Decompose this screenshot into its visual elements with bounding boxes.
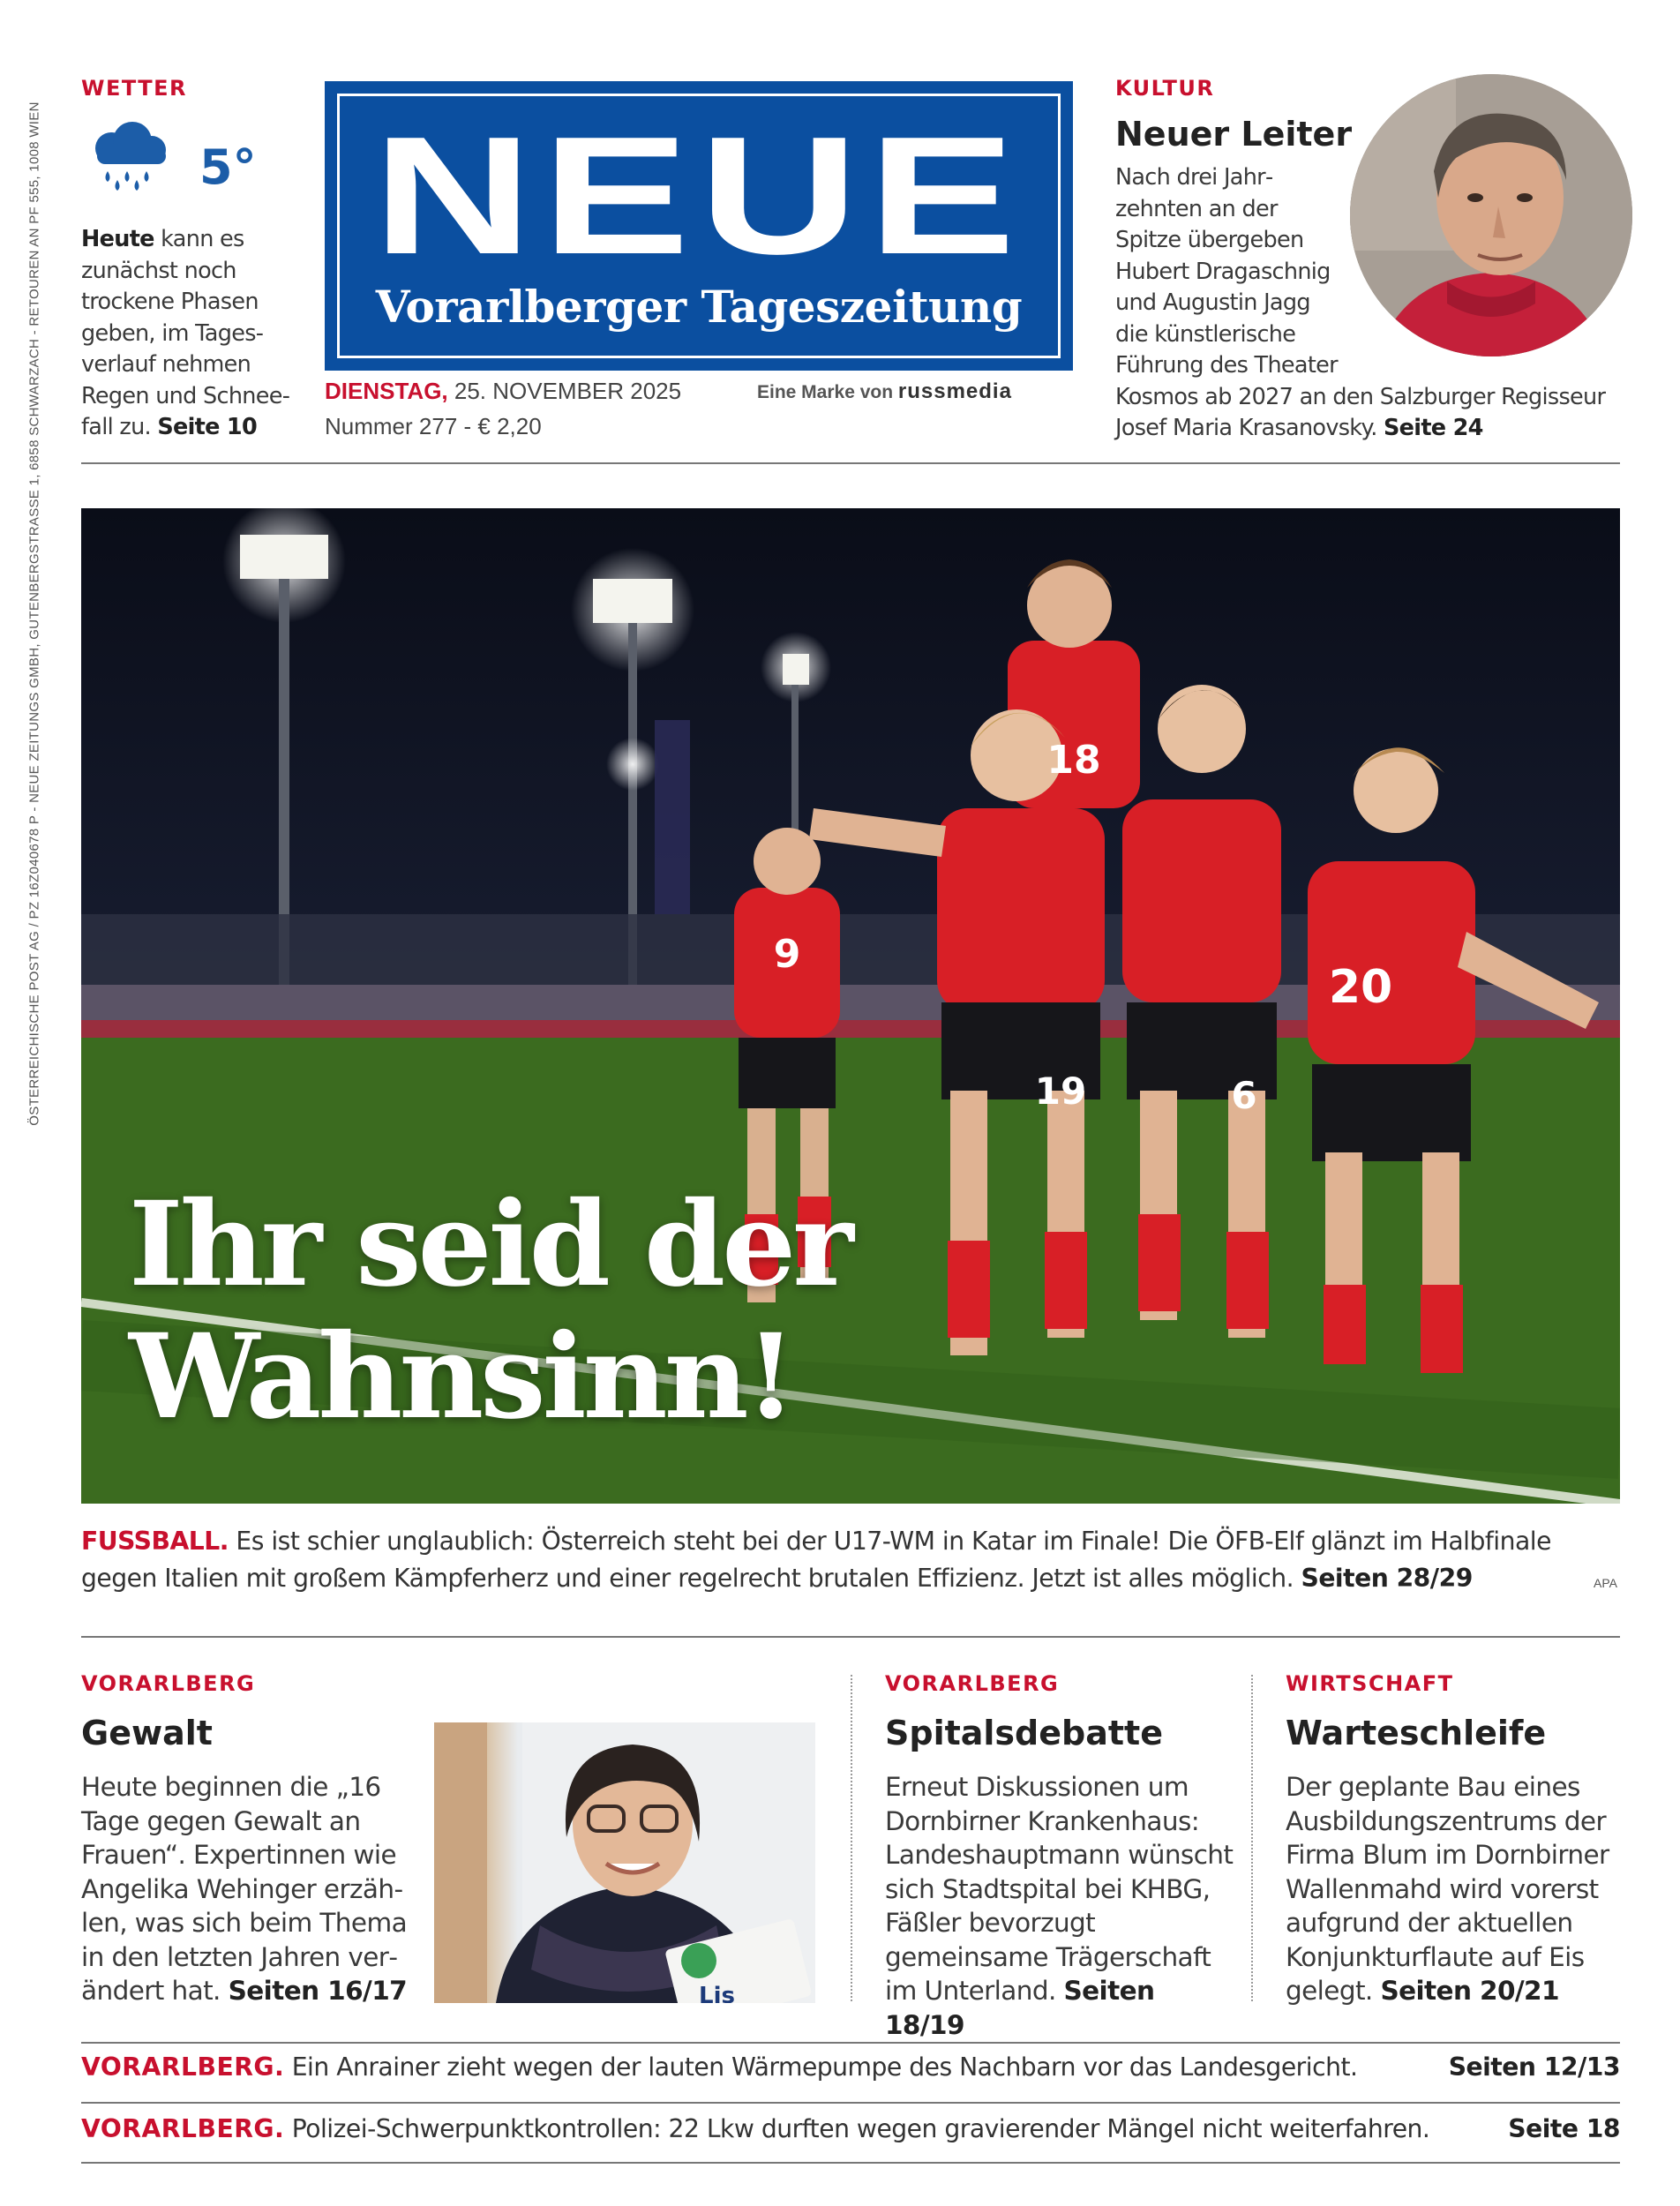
- jersey-number-18: 18: [1046, 738, 1101, 783]
- story-text-body: Erneut Diskussionen um Dornbirner Krankenhaus: Landeshauptmann wünscht sich Stadtspital bei KHBG, Fäßler bevorzugt gemeinsame Trägerschaft im Unterland.: [885, 1772, 1234, 2006]
- dateline-date: 25. NOVEMBER 2025: [447, 378, 682, 404]
- weather-page-ref[interactable]: Seite 10: [157, 414, 257, 440]
- story-page-ref[interactable]: Seiten 18/19: [885, 1976, 1155, 2040]
- story-text: [1286, 1770, 1630, 2008]
- story-page-ref[interactable]: Seiten 16/17: [228, 1976, 408, 2006]
- brief-page-ref[interactable]: Seiten 12/13: [1448, 2052, 1620, 2082]
- postal-imprint: [23, 79, 46, 1147]
- briefs-divider-middle: [81, 2102, 1620, 2104]
- brief-kicker: VORARLBERG.: [81, 2052, 285, 2082]
- jersey-number-20: 20: [1328, 961, 1393, 1014]
- hero-kicker: FUSSBALL.: [81, 1527, 229, 1556]
- column-divider-1: [851, 1675, 852, 2001]
- hero-lead: [81, 1523, 1620, 1597]
- jersey-number-19: 19: [1034, 1069, 1087, 1113]
- brief-item[interactable]: [81, 2114, 1620, 2143]
- weather-text-body: kann es zunächst noch trockene Phasen geben, im Tagesverlauf nehmen Regen und Schneefall zu.: [81, 226, 290, 440]
- story-gewalt-photo: [434, 1722, 815, 2003]
- issue-number: Nummer 277 - € 2,20: [325, 413, 542, 439]
- culture-headline[interactable]: Neuer Leiter: [1115, 115, 1353, 154]
- story-gewalt: [81, 1671, 416, 2006]
- jersey-number-6: 6: [1231, 1074, 1257, 1117]
- weather-box: [81, 76, 319, 195]
- postal-imprint-text: ÖSTERREICHISCHE POST AG / PZ 16Z040678 P - NEUE ZEITUNGS GMBH, GUTENBERGSTRASSE 1, 6858 SCHWARZACH - RETOUREN AN PF 555, 1008 WIEN: [26, 101, 42, 1126]
- hero-headline-line1: Ihr seid der: [129, 1176, 851, 1313]
- briefs-divider-top: [81, 2042, 1620, 2044]
- brief-page-ref[interactable]: Seite 18: [1508, 2114, 1620, 2143]
- brief-kicker: VORARLBERG.: [81, 2114, 285, 2143]
- story-kicker: VORARLBERG: [81, 1671, 256, 1696]
- header-divider: [81, 462, 1620, 464]
- hero-photo[interactable]: [81, 508, 1620, 1504]
- story-text-body: Heute beginnen die „16 Tage gegen Gewalt an Frauen“. Expertinnen wie Angelika Wehinger erzählen, was sich beim Thema in den letzten Jahren verändert hat.: [81, 1772, 408, 2006]
- story-kicker: VORARLBERG: [885, 1671, 1060, 1696]
- masthead-title: NEUE: [372, 102, 1025, 289]
- brief-item[interactable]: [81, 2052, 1620, 2082]
- briefs-divider-bottom: [81, 2162, 1620, 2164]
- story-page-ref[interactable]: Seiten 20/21: [1380, 1976, 1559, 2006]
- dateline: [325, 378, 681, 405]
- hero-lead-text: Es ist schier unglaublich: Österreich steht bei der U17-WM in Katar im Finale! Die ÖFB-Elf glänzt im Halbfinale gegen Italien mit großem Kämpferherz und einer regelrecht brutalen Effizienz. Jetzt ist alles möglich.: [81, 1527, 1551, 1593]
- publisher-brand: [757, 379, 1012, 404]
- story-spitalsdebatte: [885, 1671, 1238, 2040]
- weather-text-lead: Heute: [81, 226, 154, 252]
- brand-prefix: Eine Marke von: [757, 382, 898, 402]
- hero-headline[interactable]: [129, 1176, 851, 1445]
- story-kicker: WIRTSCHAFT: [1286, 1671, 1454, 1696]
- story-headline[interactable]: Gewalt: [81, 1714, 213, 1752]
- masthead-frame: [337, 94, 1061, 358]
- weather-kicker: WETTER: [81, 76, 188, 101]
- temperature-value: 5°: [199, 139, 257, 195]
- culture-portrait-photo: [1350, 74, 1632, 356]
- portrait-woman-illustration: [434, 1722, 815, 2003]
- hero-page-ref[interactable]: Seiten 28/29: [1301, 1564, 1473, 1593]
- brand-name: russmedia: [897, 379, 1012, 403]
- story-headline[interactable]: Spitalsdebatte: [885, 1714, 1163, 1752]
- masthead-subtitle: Vorarlberger Tageszeitung: [375, 281, 1023, 333]
- masthead-logo[interactable]: [325, 81, 1073, 371]
- story-text: [81, 1770, 416, 2008]
- rain-cloud-icon: [81, 122, 178, 192]
- culture-text-body: Nach drei Jahrzehnten an der Spitze übergeben Hubert Dragaschnig und Augustin Jagg die künstlerische Führung des Theater Kosmos ab 2027 an den Salzburger Regisseur Josef Maria Krasanovsky.: [1115, 164, 1606, 441]
- portrait-illustration: [1350, 74, 1632, 356]
- story-text-body: Der geplante Bau eines Ausbildungszentrums der Firma Blum im Dornbirner Wallenmahd wird vorerst aufgrund der aktuellen Konjunkturflaute auf Eis gelegt.: [1286, 1772, 1609, 2006]
- column-divider-2: [1251, 1675, 1253, 2001]
- dateline-day: DIENSTAG,: [325, 378, 448, 404]
- culture-kicker: KULTUR: [1115, 76, 1215, 101]
- brief-text: Polizei-Schwerpunktkontrollen: 22 Lkw durften wegen gravierender Mängel nicht weiterfahren.: [284, 2114, 1430, 2143]
- lead-divider: [81, 1636, 1620, 1638]
- story-text: [885, 1770, 1238, 2042]
- story-warteschleife: [1286, 1671, 1630, 2006]
- booklet-sign-text: Lis: [699, 1983, 735, 2003]
- brief-text: Ein Anrainer zieht wegen der lauten Wärmepumpe des Nachbarn vor das Landesgericht.: [284, 2052, 1358, 2082]
- hero-headline-line2: Wahnsinn!: [129, 1309, 793, 1445]
- story-headline[interactable]: Warteschleife: [1286, 1714, 1547, 1752]
- jersey-number-9: 9: [773, 932, 801, 977]
- photo-credit: APA: [1594, 1576, 1617, 1590]
- culture-page-ref[interactable]: Seite 24: [1384, 415, 1483, 441]
